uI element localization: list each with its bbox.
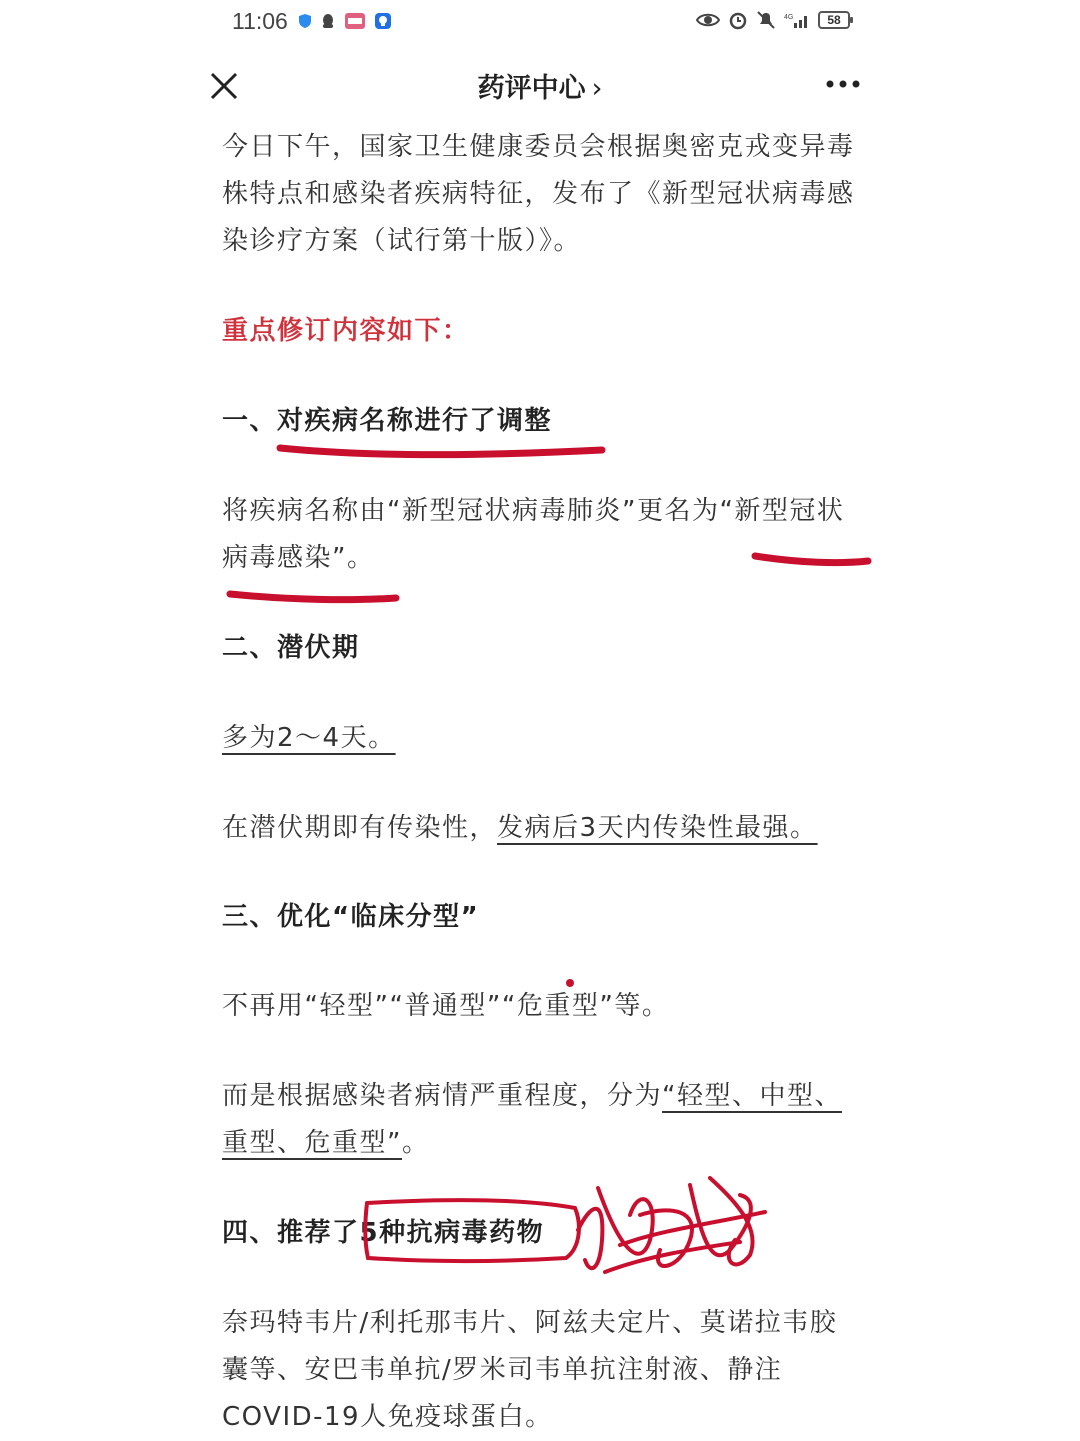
status-time: 11:06 xyxy=(232,8,288,34)
section-1-heading xyxy=(222,398,862,445)
section-4-prefix: 四、推荐了 xyxy=(222,1218,360,1248)
section-2-text-1 xyxy=(222,715,862,762)
svg-text:4G: 4G xyxy=(784,14,794,21)
qq-icon xyxy=(320,12,336,30)
section-3-text-2 xyxy=(222,1073,862,1167)
incubation-days: 多为2～4天。 xyxy=(222,723,396,753)
battery-indicator: 58 xyxy=(818,11,850,29)
incubation-contagious: 在潜伏期即有传染性， xyxy=(222,813,498,843)
classification-types: “轻型、中型、重型、危重型” xyxy=(222,1081,842,1158)
mute-icon xyxy=(756,10,776,30)
intro-paragraph: 今日下午，国家卫生健康委员会根据奥密克戎变异毒株特点和感染者疾病特征，发布了《新型冠状病毒感染诊疗方案（试行第十版）》。 xyxy=(222,132,855,256)
app-icon xyxy=(344,12,366,30)
section-3-text-1: 不再用“轻型”“普通型”“危重型”等。 xyxy=(222,991,670,1021)
bulb-icon xyxy=(374,12,392,30)
chevron-right-icon: › xyxy=(591,73,603,104)
key-revisions-heading: 重点修订内容如下： xyxy=(222,316,470,346)
section-2-heading: 二、潜伏期 xyxy=(222,633,360,663)
peak-contagious: 发病后3天内传染性最强。 xyxy=(497,813,818,843)
classification-lead: 而是根据感染者病情严重程度，分为 xyxy=(222,1081,663,1111)
section-1-number: 一、 xyxy=(222,406,278,436)
annotation-underline-new-name-2 xyxy=(230,594,396,600)
section-3-heading: 三、优化“临床分型” xyxy=(222,902,480,932)
nav-title-text: 药评中心 xyxy=(477,73,586,104)
alarm-icon xyxy=(728,10,748,30)
signal-icon xyxy=(784,11,810,29)
section-1-text: 将疾病名称由“新型冠状病毒肺炎”更名为“新型冠状病毒感染”。 xyxy=(222,496,845,573)
status-right-icons xyxy=(696,10,850,30)
shield-icon xyxy=(298,13,312,29)
account-title-link[interactable] xyxy=(0,66,1080,105)
section-4-text: 奈玛特韦片/利托那韦片、阿兹夫定片、莫诺拉韦胶囊等、安巴韦单抗/罗米司韦单抗注射液、静注COVID-19人免疫球蛋白。 xyxy=(222,1308,838,1432)
nav-bar xyxy=(0,50,1080,120)
section-2-text-2 xyxy=(222,805,862,852)
section-4-drug-count: 5种抗病毒药物 xyxy=(359,1218,545,1248)
classification-end: 。 xyxy=(401,1128,430,1158)
section-1-title: 对疾病名称进行了调整 xyxy=(277,406,553,436)
status-left-icons xyxy=(298,12,392,30)
more-options-icon[interactable] xyxy=(825,78,861,90)
section-4-heading xyxy=(222,1210,862,1257)
status-bar xyxy=(0,0,1080,44)
annotation-underline-section-1 xyxy=(280,448,602,455)
eye-icon xyxy=(696,12,720,28)
